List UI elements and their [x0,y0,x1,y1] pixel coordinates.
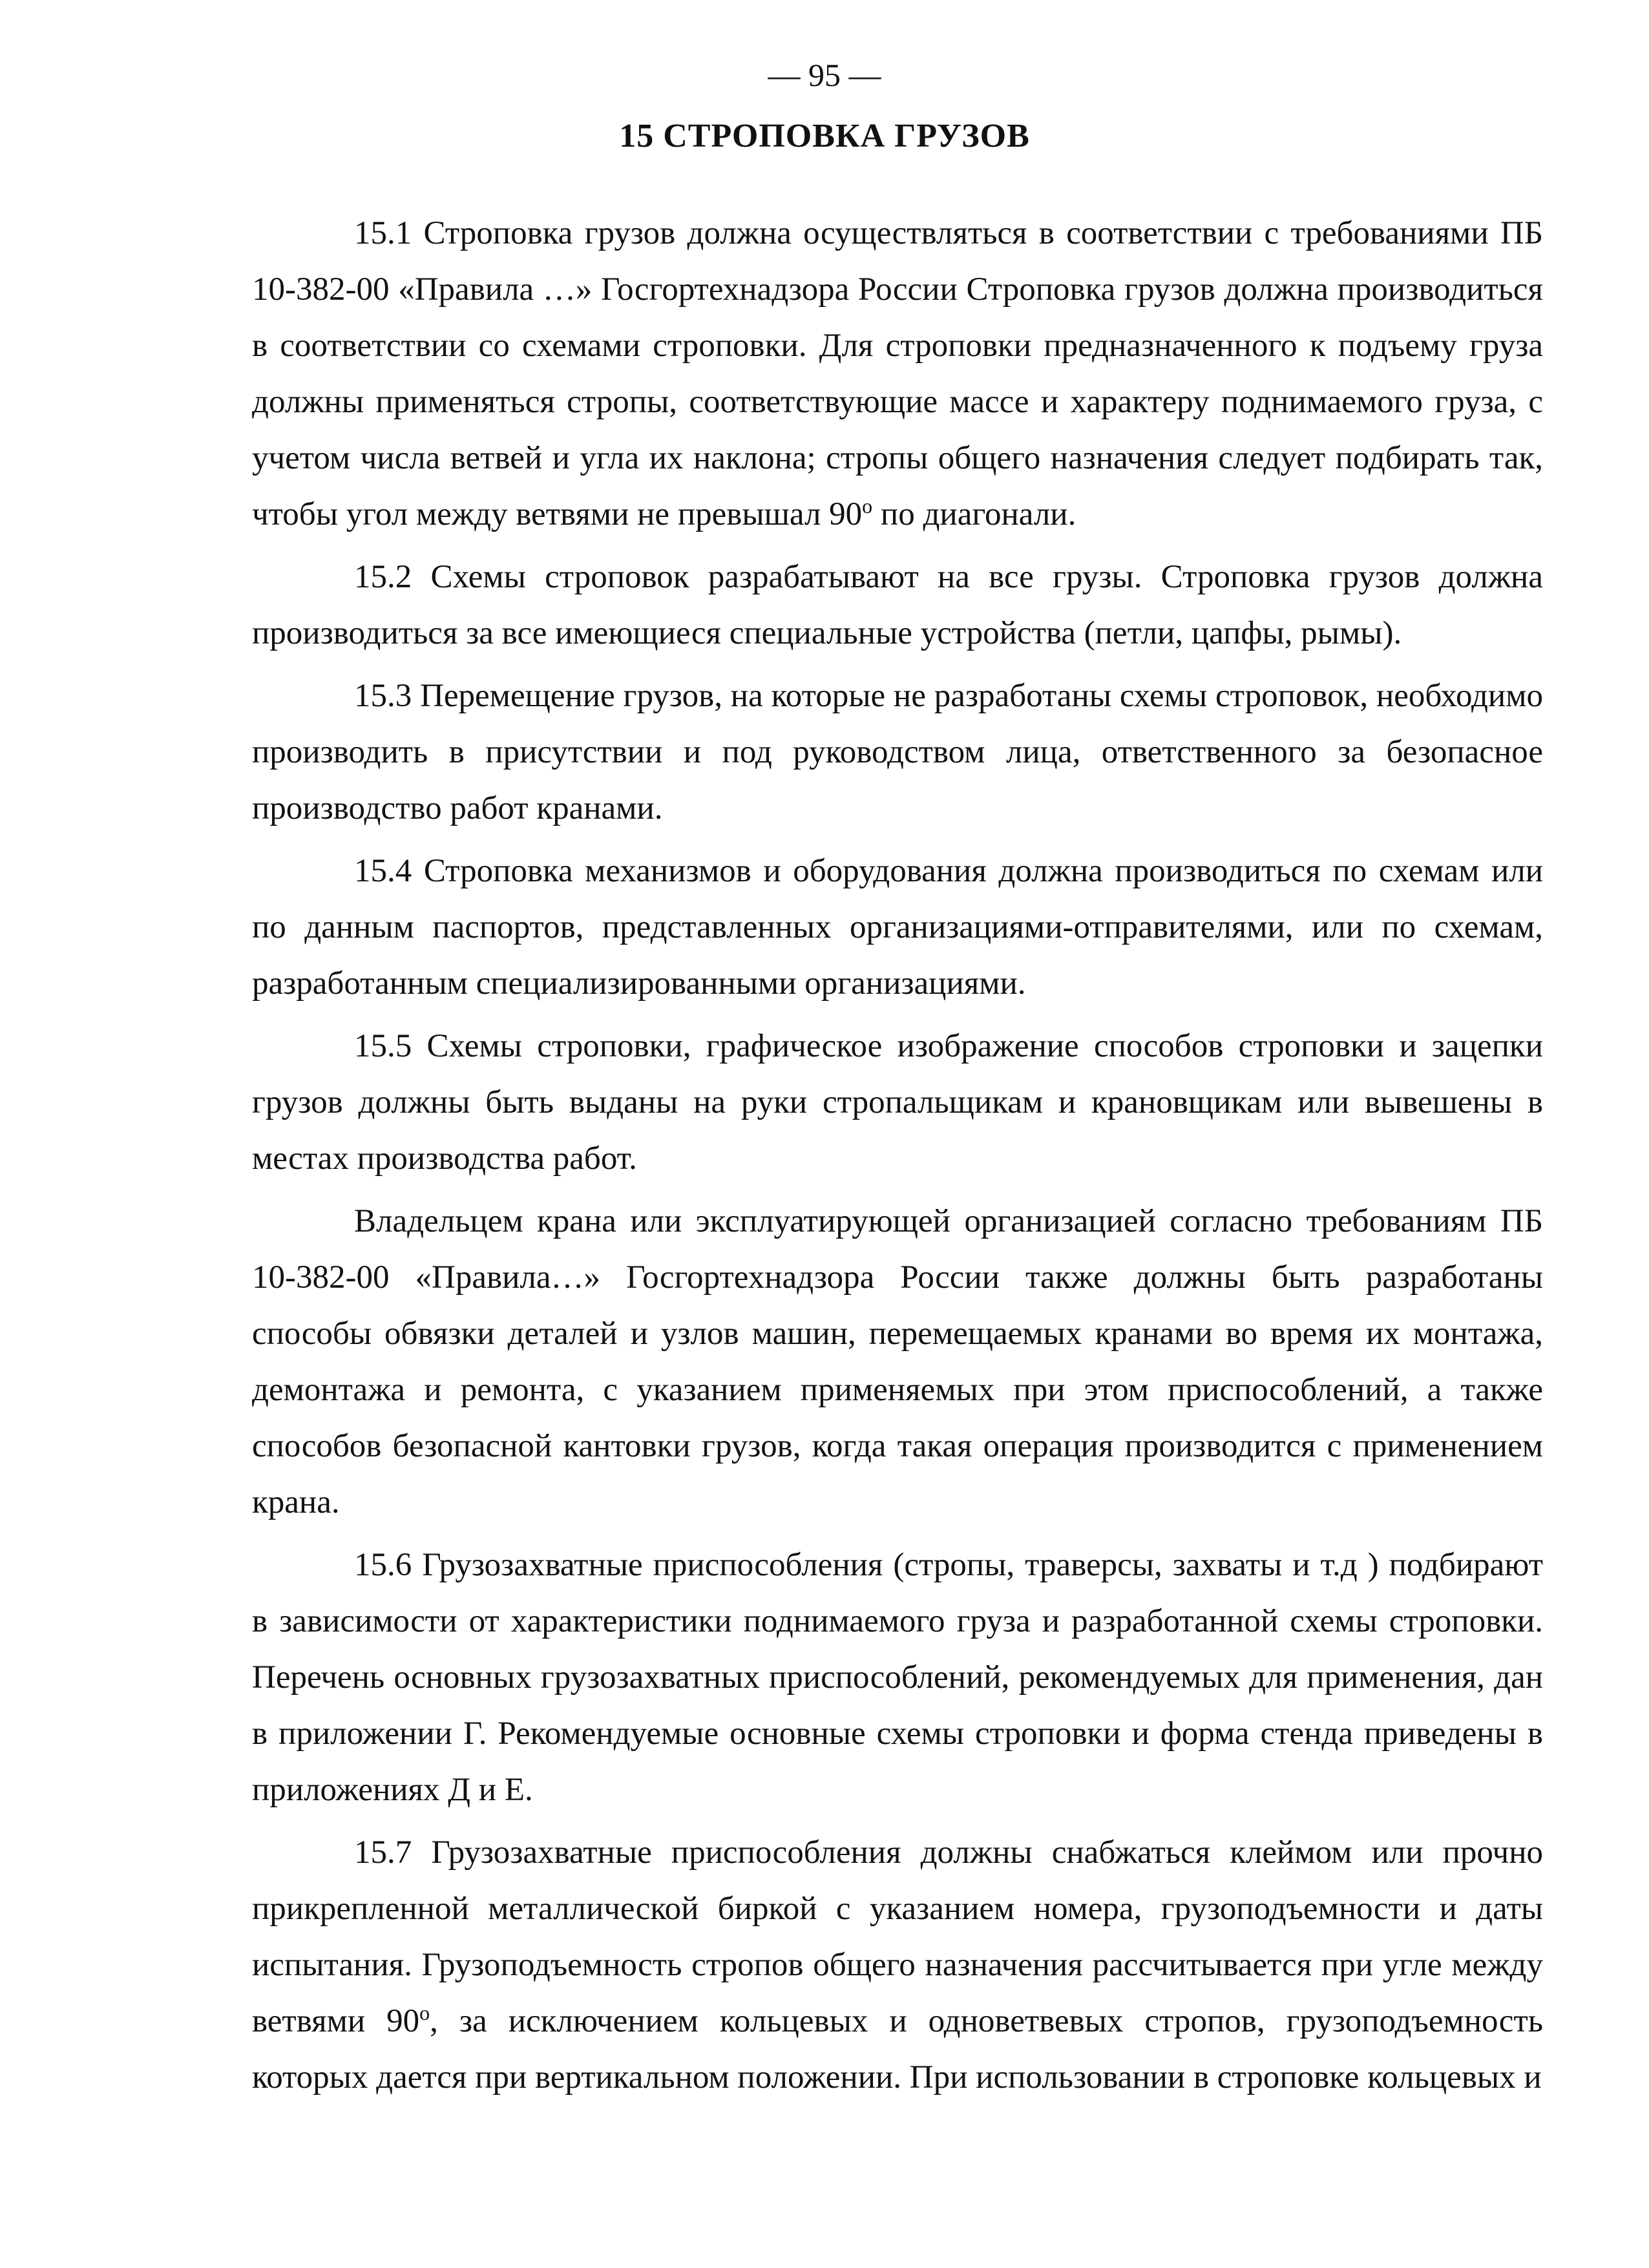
degree-sign: o [419,2001,430,2024]
paragraph-15-5: 15.5 Схемы строповки, графическое изображение способов строповки и зацепки грузов должны быть выданы на руки стропальщикам и крановщикам или вывешены в местах производства работ. [252,1028,1543,1177]
section-heading: 15 СТРОПОВКА ГРУЗОВ [619,118,1030,154]
paragraph-15-1: 15.1 Строповка грузов должна осуществляться в соответствии с требованиями ПБ 10-382-00 «Правила …» Госгортехнадзора России Строповка грузов должна производиться в соответствии со схемами строповки. Для строповки предназначенного к подъему груза должны применяться стропы, соответствующие массе и характеру поднимаемого груза, с учетом числа ветвей и угла их наклона; стропы общего назначения следует подбирать так, чтобы угол между ветвями не превышал 90$^o$ по диагонали. [252,215,1543,532]
paragraph-15-4: 15.4 Строповка механизмов и оборудования должна производиться по схемам или по данным паспортов, представленных организациями-отправителями, или по схемам, разработанным специализированными организациями. [252,853,1543,1002]
paragraph-crane-owner: Владельцем крана или эксплуатирующей организацией согласно требованиям ПБ 10-382-00 «Правила…» Госгортехнадзора России также должны быть разработаны способы обвязки деталей и узлов машин, перемещаемых кранами во время их монтажа, демонтажа и ремонта, с указанием применяемых при этом приспособлений, а также способов безопасной кантовки грузов, когда такая операция производится с применением крана. [252,1203,1543,1520]
paragraph-15-7: 15.7 Грузозахватные приспособления должны снабжаться клеймом или прочно прикрепленной металлической биркой с указанием номера, грузоподъемности и даты испытания. Грузоподъемность стропов общего назначения рассчитывается при угле между ветвями 90$^o$, за исключением кольцевых и одноветвевых стропов, грузоподъемность которых дается при вертикальном положении. При использовании в строповке кольцевых и [252,1834,1543,2095]
degree-sign: o [862,494,873,518]
paragraph-15-3: 15.3 Перемещение грузов, на которые не разработаны схемы строповок, необходимо производить в присутствии и под руководством лица, ответственного за безопасное производство работ кранами. [252,678,1543,826]
paragraph-15-2: 15.2 Схемы строповок разрабатывают на все грузы. Строповка грузов должна производиться за все имеющиеся специальные устройства (петли, цапфы, рымы). [252,559,1543,651]
page-number: — 95 — [768,57,881,93]
paragraph-15-6: 15.6 Грузозахватные приспособления (стропы, траверсы, захваты и т.д ) подбирают в зависимости от характеристики поднимаемого груза и разработанной схемы строповки. Перечень основных грузозахватных приспособлений, рекомендуемых для применения, дан в приложении Г. Рекомендуемые основные схемы строповки и форма стенда приведены в приложениях Д и Е. [252,1547,1543,1808]
section-body [252,205,1543,2112]
